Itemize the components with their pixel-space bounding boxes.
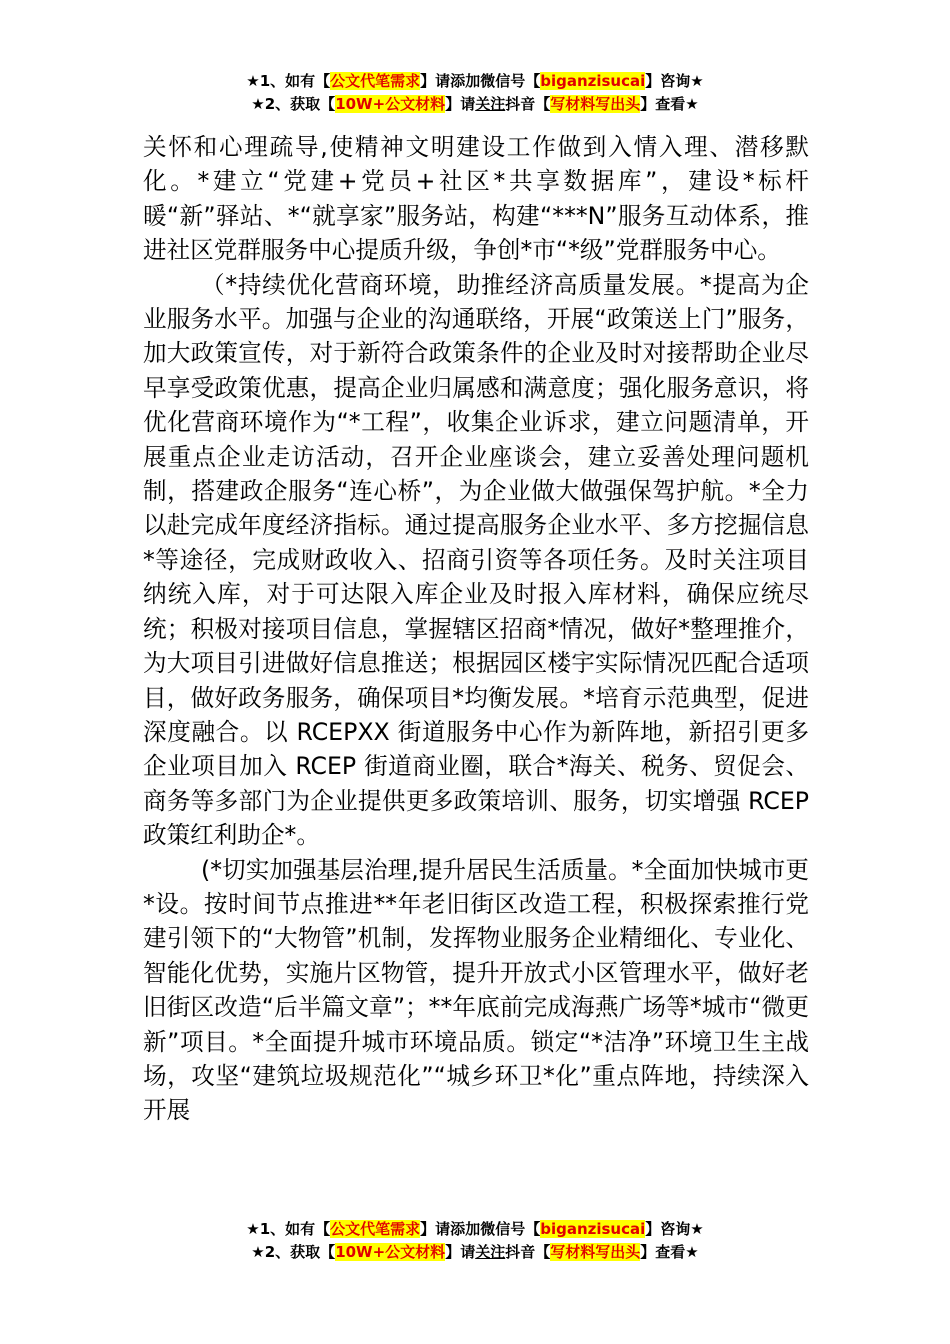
banner-text: 】请 [445,1243,476,1261]
banner-douyin-account: 写材料写出头 [550,95,641,113]
banner-text: 】请 [445,95,476,113]
banner-text: ★1、如有【 [246,72,331,90]
header-banner [0,70,950,116]
banner-text: ★2、获取【 [251,1243,336,1261]
banner-line-1 [0,70,950,93]
banner-wechat-id: biganzisucai [540,1220,646,1238]
banner-highlight: 公文代笔需求 [330,1220,421,1238]
banner-text: 微信号【 [480,1220,541,1238]
paragraph: （*持续优化营商环境，助推经济高质量发展。*提高为企业服务水平。加强与企业的沟通联络，开展“政策送上门”服务，加大政策宣传，对于新符合政策条件的企业及时对接帮助企业尽早享受政策优惠，提高企业归属感和满意度；强化服务意识，将优化营商环境作为“*工程”，收集企业诉求，建立问题清单，开展重点企业走访活动，召开企业座谈会，建立妥善处理问题机制，搭建政企服务“连心桥”，为企业做大做强保驾护航。*全力以赴完成年度经济指标。通过提高服务企业水平、多方挖掘信息*等途径，完成财政收入、招商引资等各项任务。及时关注项目纳统入库，对于可达限入库企业及时报入库材料，确保应统尽统；积极对接项目信息，掌握辖区招商*情况，做好*整理推介，为大项目引进做好信息推送；根据园区楼宇实际情况匹配合适项目，做好政务服务，确保项目*均衡发展。*培育示范典型，促进深度融合。以 RCEPXX 街道服务中心作为新阵地，新招引更多企业项目加入 RCEP 街道商业圈，联合*海关、税务、贸促会、商务等多部门为企业提供更多政策培训、服务，切实增强 RCEP 政策红利助企*。 [143,270,809,850]
banner-highlight: 公文代笔需求 [330,72,421,90]
banner-text: 微信号【 [480,72,541,90]
banner-text: ★1、如有【 [246,1220,331,1238]
banner-text: 加 [465,1220,481,1238]
paragraph: (*切实加强基层治理,提升居民生活质量。*全面加快城市更*设。按时间节点推进**年老旧街区改造工程，积极探索推行党建引领下的“大物管”机制，发挥物业服务企业精细化、专业化、智能化优势，实施片区物管，提升开放式小区管理水平，做好老旧街区改造“后半篇文章”；**年底前完成海燕广场等*城市“微更新”项目。*全面提升城市环境品质。锁定“*洁净”环境卫生主战场，攻坚“建筑垃圾规范化”“城乡环卫*化”重点阵地，持续深入开展 [143,855,809,1125]
banner-text: 】查看★ [640,95,699,113]
banner-wechat-id: biganzisucai [540,72,646,90]
banner-text: 加 [465,72,481,90]
footer-banner [0,1218,950,1264]
banner-underline: 关注 [475,1243,506,1261]
banner-text: 抖音【 [505,95,551,113]
banner-text: ★2、获取【 [251,95,336,113]
document-body [143,130,809,1128]
banner-highlight: 10W+公文材料 [335,95,446,113]
banner-line-2 [0,1241,950,1264]
banner-text: 】咨询★ [645,1220,704,1238]
banner-text: 】咨询★ [645,72,704,90]
banner-text: 】请添 [420,72,466,90]
banner-highlight: 10W+公文材料 [335,1243,446,1261]
paragraph: 关怀和心理疏导,使精神文明建设工作做到入情入理、潜移默化。*建立“党建+党员+社区*共享数据库”，建设*标杆暖“新”驿站、*“就享家”服务站，构建“***N”服务互动体系，推进社区党群服务中心提质升级，争创*市“*级”党群服务中心。 [143,133,809,265]
banner-underline: 关注 [475,95,506,113]
banner-text: 】请添 [420,1220,466,1238]
banner-text: 抖音【 [505,1243,551,1261]
banner-line-1 [0,1218,950,1241]
banner-line-2 [0,93,950,116]
banner-text: 】查看★ [640,1243,699,1261]
banner-douyin-account: 写材料写出头 [550,1243,641,1261]
